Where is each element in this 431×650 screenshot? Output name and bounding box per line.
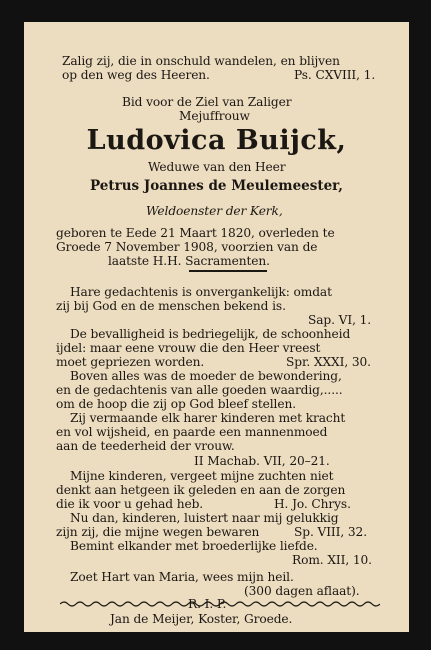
verse-line: aan de teederheid der vrouw.: [56, 439, 235, 453]
verse-line: Mijne kinderen, vergeet mijne zuchten niet: [70, 469, 334, 483]
husband-name: Petrus Joannes de Meulemeester,: [89, 178, 343, 194]
deceased-name: Ludovica Buijck,: [86, 125, 347, 156]
indulgence-note: (300 dagen aflaat).: [244, 584, 360, 598]
verse-reference: Sp. VIII, 32.: [294, 525, 367, 539]
divider-rule: [189, 270, 267, 272]
verse-reference: II Machab. VII, 20–21.: [194, 454, 330, 468]
verse-line: De bevalligheid is bedriegelijk, de schoonheid: [70, 327, 351, 341]
printer-credit: Jan de Meijer, Koster, Groede.: [110, 612, 293, 626]
psalm-reference: Ps. CXVIII, 1.: [294, 68, 376, 82]
verse-line: om de hoop die zij op God bleef stellen.: [56, 397, 296, 411]
rip-text: R. I. P.: [188, 597, 227, 611]
verse-line: Nu dan, kinderen, luistert naar mij gelukkig: [70, 511, 339, 525]
verse-reference: H. Jo. Chrys.: [274, 497, 351, 511]
psalm-line-1: Zalig zij, die in onschuld wandelen, en blijven: [62, 54, 340, 68]
verse-line: Boven alles was de moeder de bewondering,: [70, 369, 342, 383]
verse-line: zijn zij, die mijne wegen bewaren: [56, 525, 260, 539]
verse-line: ijdel: maar eene vrouw die den Heer vreest: [56, 341, 321, 355]
verse-line: moet gepriezen worden.: [56, 355, 205, 369]
verse-reference: Rom. XII, 10.: [292, 553, 372, 567]
verse-line: zij bij God en de menschen bekend is.: [56, 299, 286, 313]
verse-reference: Spr. XXXI, 30.: [286, 355, 371, 369]
epithet: Weldoenster der Kerk,: [146, 204, 283, 218]
verse-line: en vol wijsheid, en paarde een mannenmoed: [56, 425, 328, 439]
verse-line: en de gedachtenis van alle goeden waardig,.....: [56, 383, 343, 397]
verse-line: die ik voor u gehad heb.: [56, 497, 204, 511]
verse-reference: Sap. VI, 1.: [308, 313, 372, 327]
card-paper: [24, 22, 409, 632]
birth-line-2: Groede 7 November 1908, voorzien van de: [56, 240, 318, 254]
verse-line: Zij vermaande elk harer kinderen met kracht: [70, 411, 346, 425]
verse-line: Bemint elkander met broederlijke liefde.: [70, 539, 318, 553]
verse-line: Hare gedachtenis is onvergankelijk: omdat: [70, 285, 332, 299]
psalm-line-2: op den weg des Heeren.: [62, 68, 210, 82]
birth-line-3: laatste H.H. Sacramenten.: [108, 254, 270, 268]
wavy-divider: [60, 600, 380, 608]
verse-line: denkt aan hetgeen ik geleden en aan de zorgen: [56, 483, 346, 497]
title-mejuffrouw: Mejuffrouw: [179, 109, 250, 123]
birth-line-1: geboren te Eede 21 Maart 1820, overleden te: [56, 226, 335, 240]
widow-of: Weduwe van den Heer: [148, 160, 286, 174]
intro-line: Bid voor de Ziel van Zaliger: [122, 95, 292, 109]
prayer-line: Zoet Hart van Maria, wees mijn heil.: [70, 570, 294, 584]
